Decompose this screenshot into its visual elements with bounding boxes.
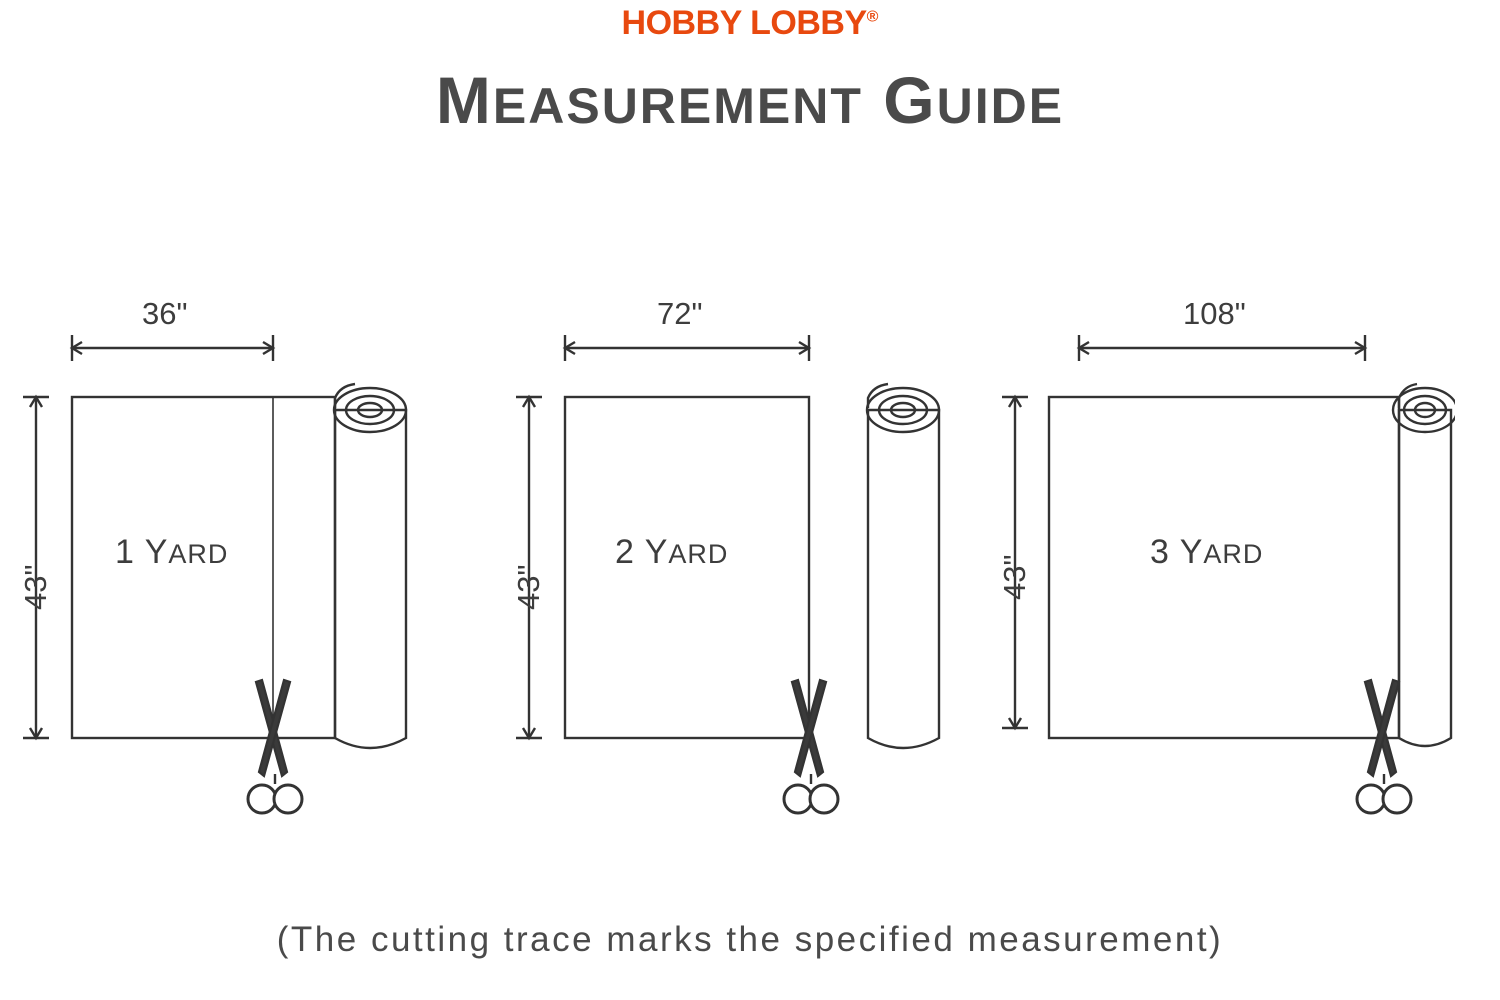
- panel-1-drawing: [10, 280, 480, 860]
- panel-2-width-label: 72": [657, 296, 703, 331]
- panel-1-yard-lead: 1 Y: [115, 533, 169, 571]
- panel-1-scissors-icon: [248, 680, 302, 813]
- brand-trademark: ®: [866, 8, 879, 26]
- panel-1-height-label: 43": [18, 564, 53, 610]
- panel-3-scissors-icon: [1357, 680, 1411, 813]
- panel-2-roll-body: [868, 410, 939, 748]
- measurement-diagram: [0, 280, 1500, 860]
- brand-name: HOBBY LOBBY: [621, 4, 867, 42]
- panel-3-roll-body: [1399, 410, 1451, 746]
- panel-2-yard-label: [615, 533, 728, 572]
- page-title-measurement: EASUREMENT: [492, 78, 863, 134]
- brand-logo: [0, 4, 1500, 43]
- panel-1-width-label: 36": [142, 296, 188, 331]
- panel-1-yard-rest: ARD: [168, 539, 229, 569]
- panel-3-width-label: 108": [1183, 296, 1246, 331]
- panel-2-height-label: 43": [511, 564, 546, 610]
- panel-3-yard-lead: 3 Y: [1150, 533, 1204, 571]
- page-title: [0, 62, 1500, 138]
- panel-3-yard-rest: ARD: [1203, 539, 1264, 569]
- page-title-g: G: [883, 63, 937, 137]
- panel-3-yard-label: [1150, 533, 1263, 572]
- panel-1-roll-body: [335, 410, 406, 748]
- panel-3-yard: [985, 280, 1455, 860]
- caption-text: (The cutting trace marks the specified measurement): [276, 920, 1224, 959]
- panel-2-drawing: [495, 280, 965, 860]
- panel-2-yard-rest: ARD: [668, 539, 729, 569]
- panel-1-yard: [10, 280, 480, 860]
- panel-2-scissors-icon: [784, 680, 838, 813]
- page-title-guide: UIDE: [936, 78, 1065, 134]
- page-title-m: M: [435, 63, 493, 137]
- panel-2-yard: [495, 280, 965, 860]
- panel-1-yard-label: [115, 533, 228, 572]
- panel-2-yard-lead: 2 Y: [615, 533, 669, 571]
- panel-3-height-label: 43": [997, 554, 1032, 600]
